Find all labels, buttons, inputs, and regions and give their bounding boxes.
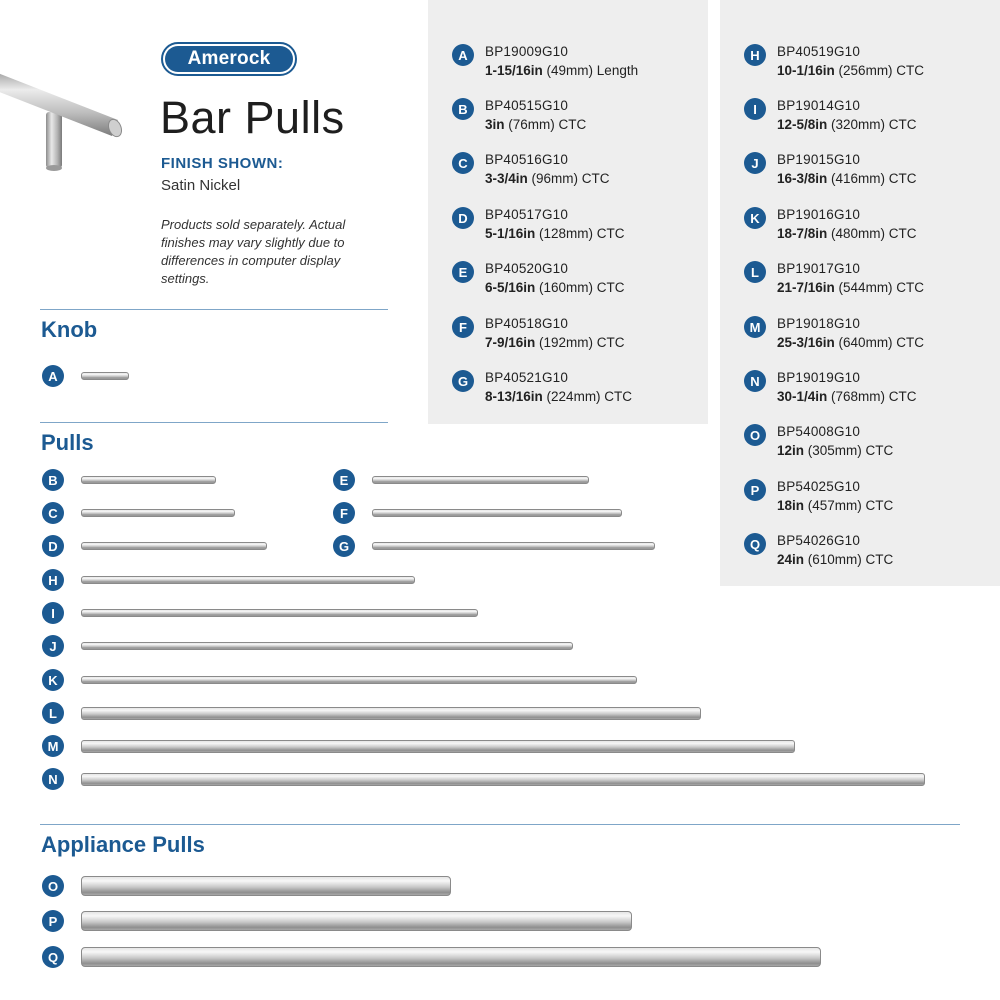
letter-badge: O	[42, 875, 64, 897]
size-inches: 24in	[777, 552, 805, 567]
bar-pull-image	[81, 947, 821, 967]
size-inches: 7-9/16in	[485, 335, 536, 350]
spec-entry-n	[744, 368, 917, 406]
spec-text	[777, 205, 917, 243]
spec-text	[777, 422, 893, 460]
bar-row-d	[42, 535, 267, 557]
section-title-pulls: Pulls	[41, 430, 94, 455]
bar-pull-image	[81, 707, 701, 720]
bar-pull-image	[81, 642, 573, 650]
size-inches: 10-1/16in	[777, 63, 835, 78]
letter-badge: M	[42, 735, 64, 757]
letter-badge: P	[744, 479, 766, 501]
spec-text	[485, 314, 625, 352]
spec-text	[485, 150, 610, 188]
bar-pull-image	[372, 509, 622, 517]
size-metric: (192mm) CTC	[535, 335, 625, 350]
spec-entry-e	[452, 259, 625, 297]
product-size	[777, 441, 893, 460]
disclaimer: Products sold separately. Actual finishes may vary slightly due to differences in computer display settings.	[161, 217, 346, 286]
section-title-appliance: Appliance Pulls	[41, 832, 205, 857]
size-inches: 5-1/16in	[485, 226, 536, 241]
bar-row-g	[333, 535, 655, 557]
spec-entry-m	[744, 314, 924, 352]
size-metric: (640mm) CTC	[834, 335, 925, 350]
bar-row-o	[42, 875, 451, 897]
product-code: BP19019G10	[777, 370, 861, 385]
letter-badge: F	[452, 316, 474, 338]
product-code: BP19018G10	[777, 316, 861, 331]
product-size	[485, 61, 638, 80]
size-inches: 3in	[485, 117, 505, 132]
letter-badge: M	[744, 316, 766, 338]
size-inches: 21-7/16in	[777, 280, 835, 295]
divider-appliance	[40, 824, 960, 825]
letter-badge: J	[744, 152, 766, 174]
letter-badge: N	[42, 768, 64, 790]
product-code: BP40521G10	[485, 370, 569, 385]
letter-badge: P	[42, 910, 64, 932]
letter-badge: G	[333, 535, 355, 557]
product-code: BP19009G10	[485, 44, 569, 59]
product-code: BP54025G10	[777, 479, 861, 494]
finish-value: Satin Nickel	[161, 177, 241, 194]
size-inches: 30-1/4in	[777, 389, 828, 404]
bar-pull-image	[81, 876, 451, 896]
size-inches: 12-5/8in	[777, 117, 828, 132]
product-code: BP19014G10	[777, 98, 861, 113]
letter-badge: K	[42, 669, 64, 691]
size-inches: 6-5/16in	[485, 280, 536, 295]
spec-text	[777, 96, 917, 134]
letter-badge: E	[333, 469, 355, 491]
product-size	[777, 387, 917, 406]
product-code: BP19017G10	[777, 261, 861, 276]
amerock-logo	[161, 42, 297, 76]
bar-pull-image	[81, 576, 415, 584]
size-inches: 8-13/16in	[485, 389, 543, 404]
letter-badge: L	[42, 702, 64, 724]
letter-badge: C	[42, 502, 64, 524]
spec-text	[777, 531, 893, 569]
bar-row-f	[333, 502, 622, 524]
letter-badge: H	[42, 569, 64, 591]
section-title-knob: Knob	[41, 317, 98, 342]
size-metric: (224mm) CTC	[542, 389, 633, 404]
letter-badge: H	[744, 44, 766, 66]
letter-badge: Q	[744, 533, 766, 555]
letter-badge: G	[452, 370, 474, 392]
size-metric: (49mm) Length	[542, 63, 639, 78]
size-metric: (305mm) CTC	[804, 443, 894, 458]
bar-row-q	[42, 946, 821, 968]
spec-text	[777, 259, 924, 297]
product-size	[777, 333, 924, 352]
letter-badge: B	[42, 469, 64, 491]
spec-text	[485, 259, 625, 297]
product-code: BP54026G10	[777, 533, 861, 548]
spec-entry-q	[744, 531, 893, 569]
product-size	[485, 224, 625, 243]
bar-row-h	[42, 569, 415, 591]
product-size	[485, 387, 632, 406]
product-size	[777, 278, 924, 297]
spec-text	[485, 368, 632, 406]
letter-badge: B	[452, 98, 474, 120]
size-inches: 16-3/8in	[777, 171, 828, 186]
bar-pull-image	[81, 911, 632, 931]
spec-text	[485, 205, 625, 243]
bar-pull-image	[81, 773, 925, 786]
letter-badge: L	[744, 261, 766, 283]
letter-badge: I	[744, 98, 766, 120]
spec-entry-i	[744, 96, 917, 134]
size-metric: (544mm) CTC	[834, 280, 925, 295]
bar-row-i	[42, 602, 478, 624]
size-inches: 18-7/8in	[777, 226, 828, 241]
size-metric: (76mm) CTC	[504, 117, 587, 132]
letter-badge: C	[452, 152, 474, 174]
spec-entry-c	[452, 150, 610, 188]
spec-entry-o	[744, 422, 893, 460]
spec-entry-l	[744, 259, 924, 297]
size-metric: (480mm) CTC	[827, 226, 917, 241]
bar-pull-image	[81, 476, 216, 484]
product-size	[777, 224, 917, 243]
product-code: BP54008G10	[777, 424, 861, 439]
product-code: BP40516G10	[485, 152, 569, 167]
spec-text	[777, 150, 917, 188]
product-code: BP40517G10	[485, 207, 569, 222]
spec-entry-d	[452, 205, 625, 243]
product-code: BP19016G10	[777, 207, 861, 222]
logo-text: Amerock	[165, 46, 293, 72]
letter-badge: I	[42, 602, 64, 624]
bar-pull-image	[372, 542, 655, 550]
size-metric: (160mm) CTC	[535, 280, 625, 295]
size-inches: 18in	[777, 498, 805, 513]
spec-text	[777, 477, 893, 515]
bar-pull-photo	[0, 60, 130, 180]
letter-badge: N	[744, 370, 766, 392]
bar-row-m	[42, 735, 795, 757]
letter-badge: D	[42, 535, 64, 557]
divider-knob	[40, 309, 388, 310]
spec-entry-h	[744, 42, 924, 80]
letter-badge: A	[452, 44, 474, 66]
letter-badge: D	[452, 207, 474, 229]
spec-entry-k	[744, 205, 917, 243]
product-code: BP40519G10	[777, 44, 861, 59]
letter-badge: J	[42, 635, 64, 657]
bar-row-b	[42, 469, 216, 491]
size-metric: (457mm) CTC	[804, 498, 894, 513]
bar-pull-image	[81, 372, 129, 380]
size-metric: (128mm) CTC	[535, 226, 625, 241]
letter-badge: Q	[42, 946, 64, 968]
bar-pull-image	[81, 740, 795, 753]
product-size	[485, 333, 625, 352]
product-size	[777, 115, 917, 134]
bar-pull-image	[81, 542, 267, 550]
size-metric: (416mm) CTC	[827, 171, 917, 186]
bar-row-c	[42, 502, 235, 524]
product-size	[485, 169, 610, 188]
spec-text	[485, 42, 638, 80]
size-inches: 1-15/16in	[485, 63, 543, 78]
bar-row-p	[42, 910, 632, 932]
bar-row-l	[42, 702, 701, 724]
spec-entry-a	[452, 42, 638, 80]
letter-badge: O	[744, 424, 766, 446]
product-size	[485, 115, 586, 134]
spec-entry-f	[452, 314, 625, 352]
product-size	[485, 278, 625, 297]
bar-pull-image	[372, 476, 589, 484]
spec-text	[485, 96, 586, 134]
spec-text	[777, 42, 924, 80]
bar-pull-image	[81, 676, 637, 684]
size-metric: (96mm) CTC	[527, 171, 610, 186]
finish-label: FINISH SHOWN:	[161, 155, 284, 172]
bar-pull-image	[81, 509, 235, 517]
size-inches: 12in	[777, 443, 805, 458]
letter-badge: E	[452, 261, 474, 283]
letter-badge: F	[333, 502, 355, 524]
size-metric: (610mm) CTC	[804, 552, 894, 567]
product-size	[777, 61, 924, 80]
size-metric: (256mm) CTC	[834, 63, 925, 78]
spec-entry-j	[744, 150, 917, 188]
spec-entry-g	[452, 368, 632, 406]
page-title: Bar Pulls	[160, 92, 345, 143]
spec-text	[777, 314, 924, 352]
bar-row-n	[42, 768, 925, 790]
bar-row-j	[42, 635, 573, 657]
size-metric: (320mm) CTC	[827, 117, 917, 132]
spec-entry-b	[452, 96, 586, 134]
bar-pull-image	[81, 609, 478, 617]
letter-badge: A	[42, 365, 64, 387]
product-size	[777, 496, 893, 515]
size-inches: 3-3/4in	[485, 171, 528, 186]
product-code: BP40515G10	[485, 98, 569, 113]
product-size	[777, 550, 893, 569]
size-inches: 25-3/16in	[777, 335, 835, 350]
product-code: BP40518G10	[485, 316, 569, 331]
spec-entry-p	[744, 477, 893, 515]
bar-row-a	[42, 365, 129, 387]
bar-row-e	[333, 469, 589, 491]
product-code: BP40520G10	[485, 261, 569, 276]
product-size	[777, 169, 917, 188]
letter-badge: K	[744, 207, 766, 229]
spec-text	[777, 368, 917, 406]
size-metric: (768mm) CTC	[827, 389, 917, 404]
bar-row-k	[42, 669, 637, 691]
product-code: BP19015G10	[777, 152, 861, 167]
divider-pulls	[40, 422, 388, 423]
